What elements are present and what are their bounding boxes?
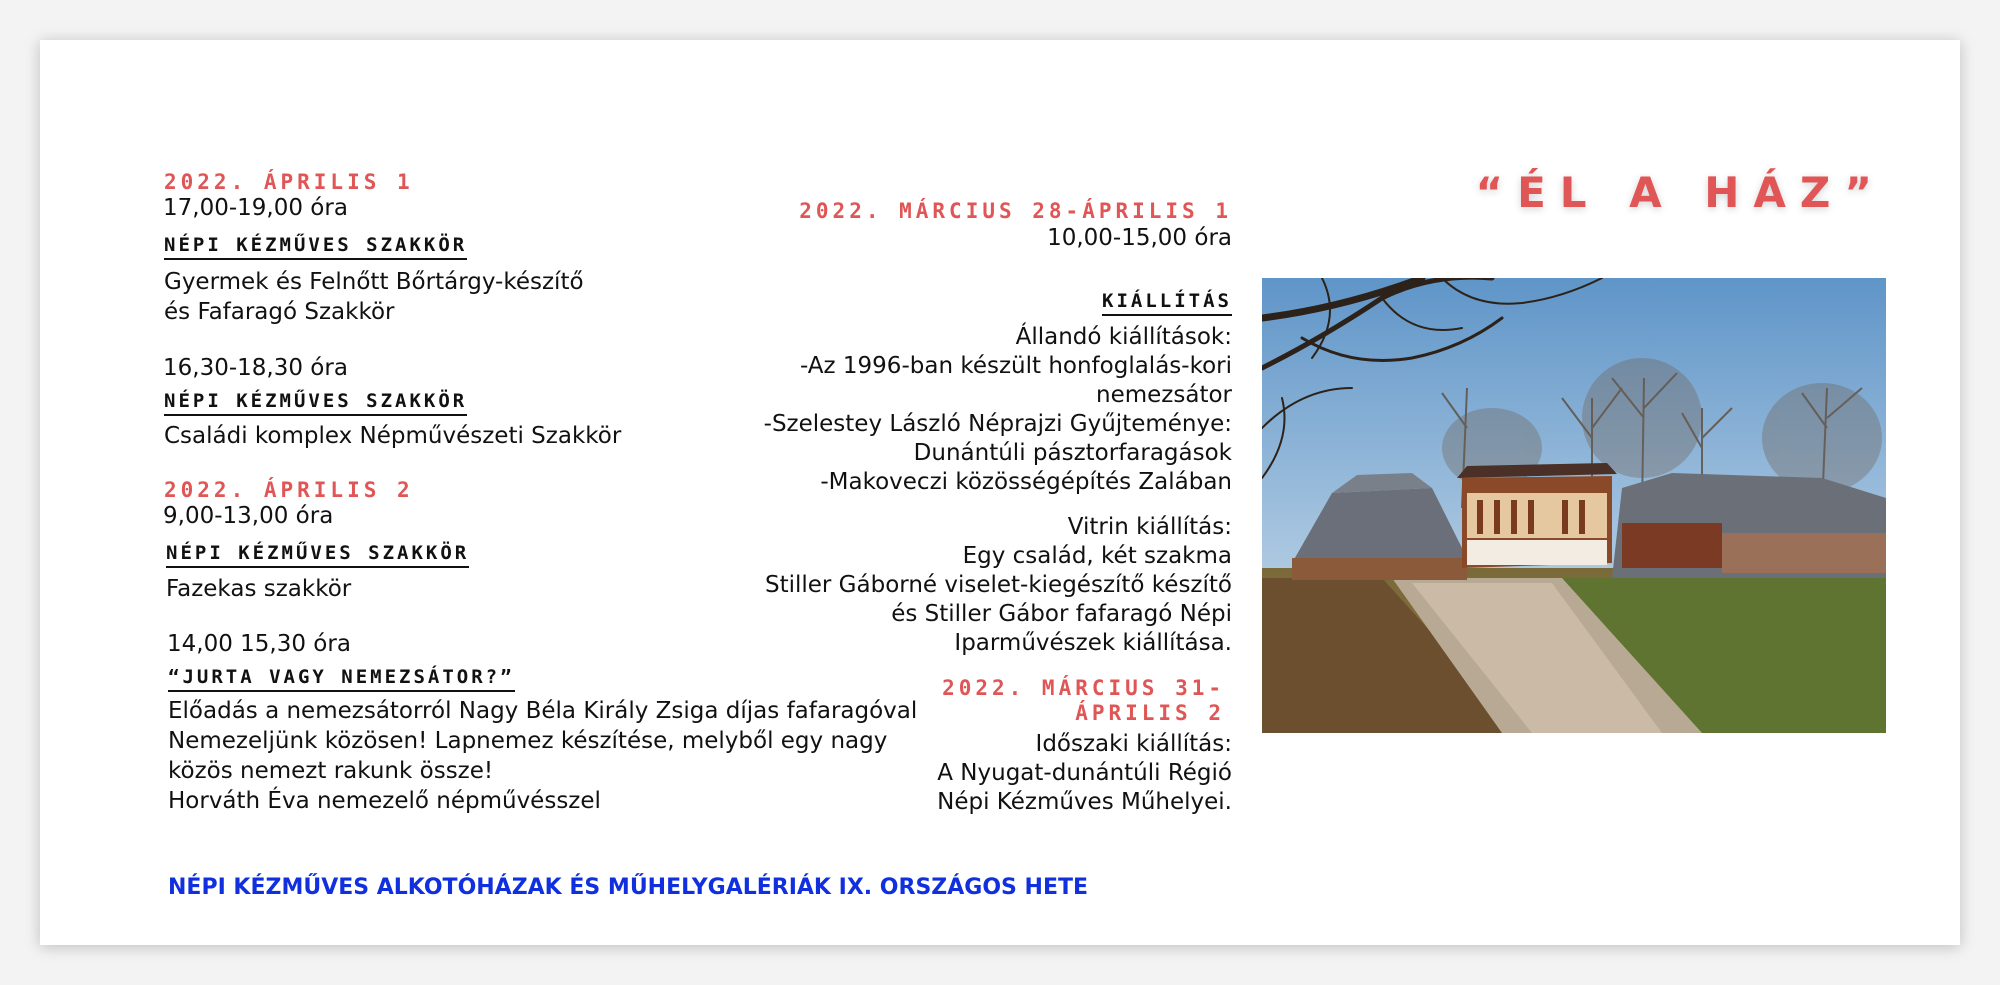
temp-exhibition-line: Népi Kézműves Műhelyei. [937, 789, 1232, 815]
event-description: Gyermek és Felnőtt Bőrtárgy-készítő [164, 269, 584, 295]
event-description: Fazekas szakkör [166, 576, 352, 602]
temp-exhibition-date: 2022. MÁRCIUS 31- [942, 676, 1225, 700]
event-description: Előadás a nemezsátorról Nagy Béla Király Zsiga díjas fafaragóval [168, 698, 918, 724]
exhibition-time: 10,00-15,00 óra [1047, 225, 1232, 251]
exhibition-line: Állandó kiállítások: [1015, 324, 1232, 350]
event-time: 16,30-18,30 óra [163, 355, 348, 381]
exhibition-date: 2022. MÁRCIUS 28-ÁPRILIS 1 [799, 199, 1232, 223]
event-heading: NÉPI KÉZMŰVES SZAKKÖR [164, 234, 467, 260]
vitrin-line: Egy család, két szakma [962, 543, 1232, 569]
vitrin-line: és Stiller Gábor fafaragó Népi [891, 601, 1232, 627]
footer-banner: NÉPI KÉZMŰVES ALKOTÓHÁZAK ÉS MŰHELYGALÉRIÁK IX. ORSZÁGOS HETE [168, 875, 1089, 900]
temp-exhibition-date: ÁPRILIS 2 [1075, 701, 1225, 725]
event-description: Horváth Éva nemezelő népművésszel [168, 788, 601, 814]
event-description: Nemezeljünk közösen! Lapnemez készítése, melyből egy nagy [168, 728, 888, 754]
event-time: 9,00-13,00 óra [163, 503, 334, 529]
event-time: 14,00 15,30 óra [167, 631, 351, 657]
page-title: “ÉL A HÁZ” [1475, 168, 1886, 217]
event-heading: NÉPI KÉZMŰVES SZAKKÖR [166, 542, 469, 568]
event-description: közös nemezt rakunk össze! [168, 758, 494, 784]
event-date-april-2: 2022. ÁPRILIS 2 [164, 478, 414, 502]
exhibition-line: -Szelestey László Néprajzi Gyűjteménye: [763, 411, 1232, 437]
temp-exhibition-line: Időszaki kiállítás: [1035, 731, 1232, 757]
exhibition-line: Dunántúli pásztorfaragások [913, 440, 1232, 466]
event-description: és Fafaragó Szakkör [164, 299, 395, 325]
vitrin-line: Vitrin kiállítás: [1067, 514, 1232, 540]
event-date-april-1: 2022. ÁPRILIS 1 [164, 170, 414, 194]
event-time: 17,00-19,00 óra [163, 195, 348, 221]
exhibition-line: -Az 1996-ban készült honfoglalás-kori [800, 353, 1232, 379]
vitrin-line: Stiller Gáborné viselet-kiegészítő készítő [764, 572, 1232, 598]
event-description: Családi komplex Népművészeti Szakkör [164, 423, 622, 449]
event-heading: “JURTA VAGY NEMEZSÁTOR?” [168, 666, 515, 692]
event-heading: NÉPI KÉZMŰVES SZAKKÖR [164, 390, 467, 416]
exhibition-line: nemezsátor [1096, 382, 1232, 408]
brochure-page [40, 40, 1960, 945]
vitrin-line: Iparművészek kiállítása. [954, 630, 1232, 656]
exhibition-line: -Makoveczi közösségépítés Zalában [820, 469, 1232, 495]
temp-exhibition-line: A Nyugat-dunántúli Régió [937, 760, 1232, 786]
house-photo [1262, 278, 1886, 733]
exhibition-heading: KIÁLLÍTÁS [1102, 290, 1232, 316]
